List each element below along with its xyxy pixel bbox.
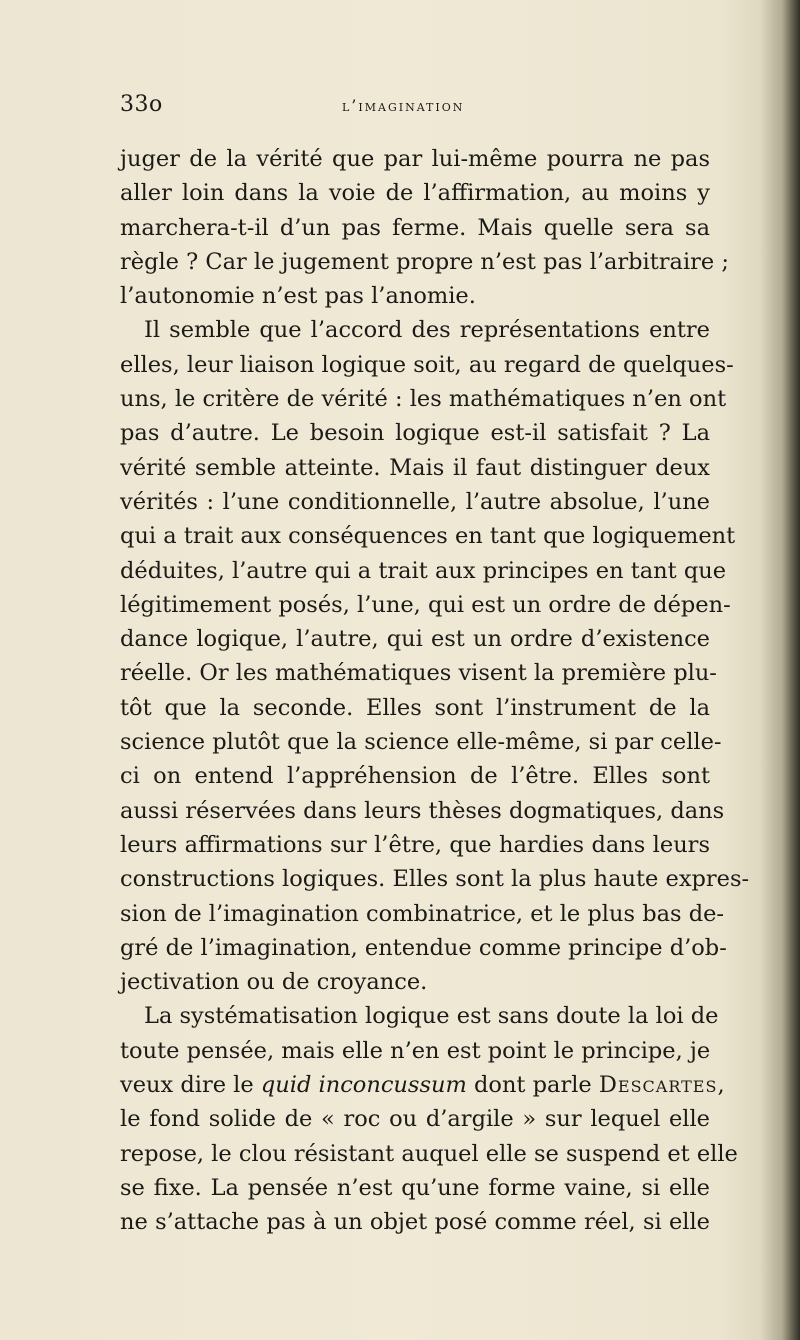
text-line: leurs affirmations sur l’être, que hardies dans leurs [120,831,710,858]
body-text [120,142,750,1240]
text-line: règle ? Car le jugement propre n’est pas l’arbitraire ; [120,248,729,275]
text-line: vérité semble atteinte. Mais il faut distinguer deux [120,454,710,481]
text-line: juger de la vérité que par lui-même pourra ne pas [120,146,710,172]
text-line: réelle. Or les mathématiques visent la première plu- [120,660,717,687]
text-line-with-citation [120,1068,725,1102]
text-line: le fond solide de « roc ou d’argile » sur lequel elle [120,1106,710,1133]
text-line: uns, le critère de vérité : les mathématiques n’en ont [120,386,727,413]
paragraph-start-line: Il semble que l’accord des représentations entre [144,317,710,344]
text-line: dance logique, l’autre, qui est un ordre d’existence [120,626,710,653]
text-line: elles, leur liaison logique soit, au regard de quelques- [120,351,734,378]
text-run: , [717,1072,725,1099]
text-line: toute pensée, mais elle n’en est point le principe, je [120,1037,711,1064]
text-line: déduites, l’autre qui a trait aux principes en tant que [120,557,727,584]
text-line: se fixe. La pensée n’est qu’une forme vaine, si elle [120,1174,710,1201]
page-edge-shadow [760,0,800,1340]
text-line: ne s’attache pas à un objet posé comme réel, si elle [120,1209,710,1236]
text-run: veux dire le [120,1072,261,1099]
text-line: tôt que la seconde. Elles sont l’instrument de la [120,694,710,721]
text-line: légitimement posés, l’une, qui est un ordre de dépen- [120,591,731,618]
text-run: dont parle [466,1072,599,1099]
text-line: science plutôt que la science elle-même, si par celle- [120,729,722,756]
author-name: Descartes [598,1072,718,1099]
page-header [120,92,710,122]
text-line: repose, le clou résistant auquel elle se suspend et elle [120,1140,738,1167]
page-number: 33o [120,92,163,117]
text-line: constructions logiques. Elles sont la plus haute expres- [120,866,750,893]
running-title: l’imagination [342,96,465,115]
text-line: qui a trait aux conséquences en tant que logiquement [120,523,736,550]
text-line: l’autonomie n’est pas l’anomie. [120,283,476,310]
latin-phrase: quid inconcussum [260,1072,467,1099]
text-line: gré de l’imagination, entendue comme principe d’ob- [120,934,727,961]
paragraph-start-line: La systématisation logique est sans doute la loi de [144,1003,719,1030]
text-line: jectivation ou de croyance. [120,969,428,996]
text-line: aussi réservées dans leurs thèses dogmatiques, dans [120,797,725,824]
text-line: aller loin dans la voie de l’affirmation, au moins y [120,180,710,207]
text-line: ci on entend l’appréhension de l’être. Elles sont [120,763,710,790]
text-line: vérités : l’une conditionnelle, l’autre absolue, l’une [120,488,710,515]
text-line: sion de l’imagination combinatrice, et le plus bas de- [120,900,725,927]
text-line: marchera-t-il d’un pas ferme. Mais quelle sera sa [120,214,710,241]
text-line: pas d’autre. Le besoin logique est-il satisfait ? La [120,420,710,447]
